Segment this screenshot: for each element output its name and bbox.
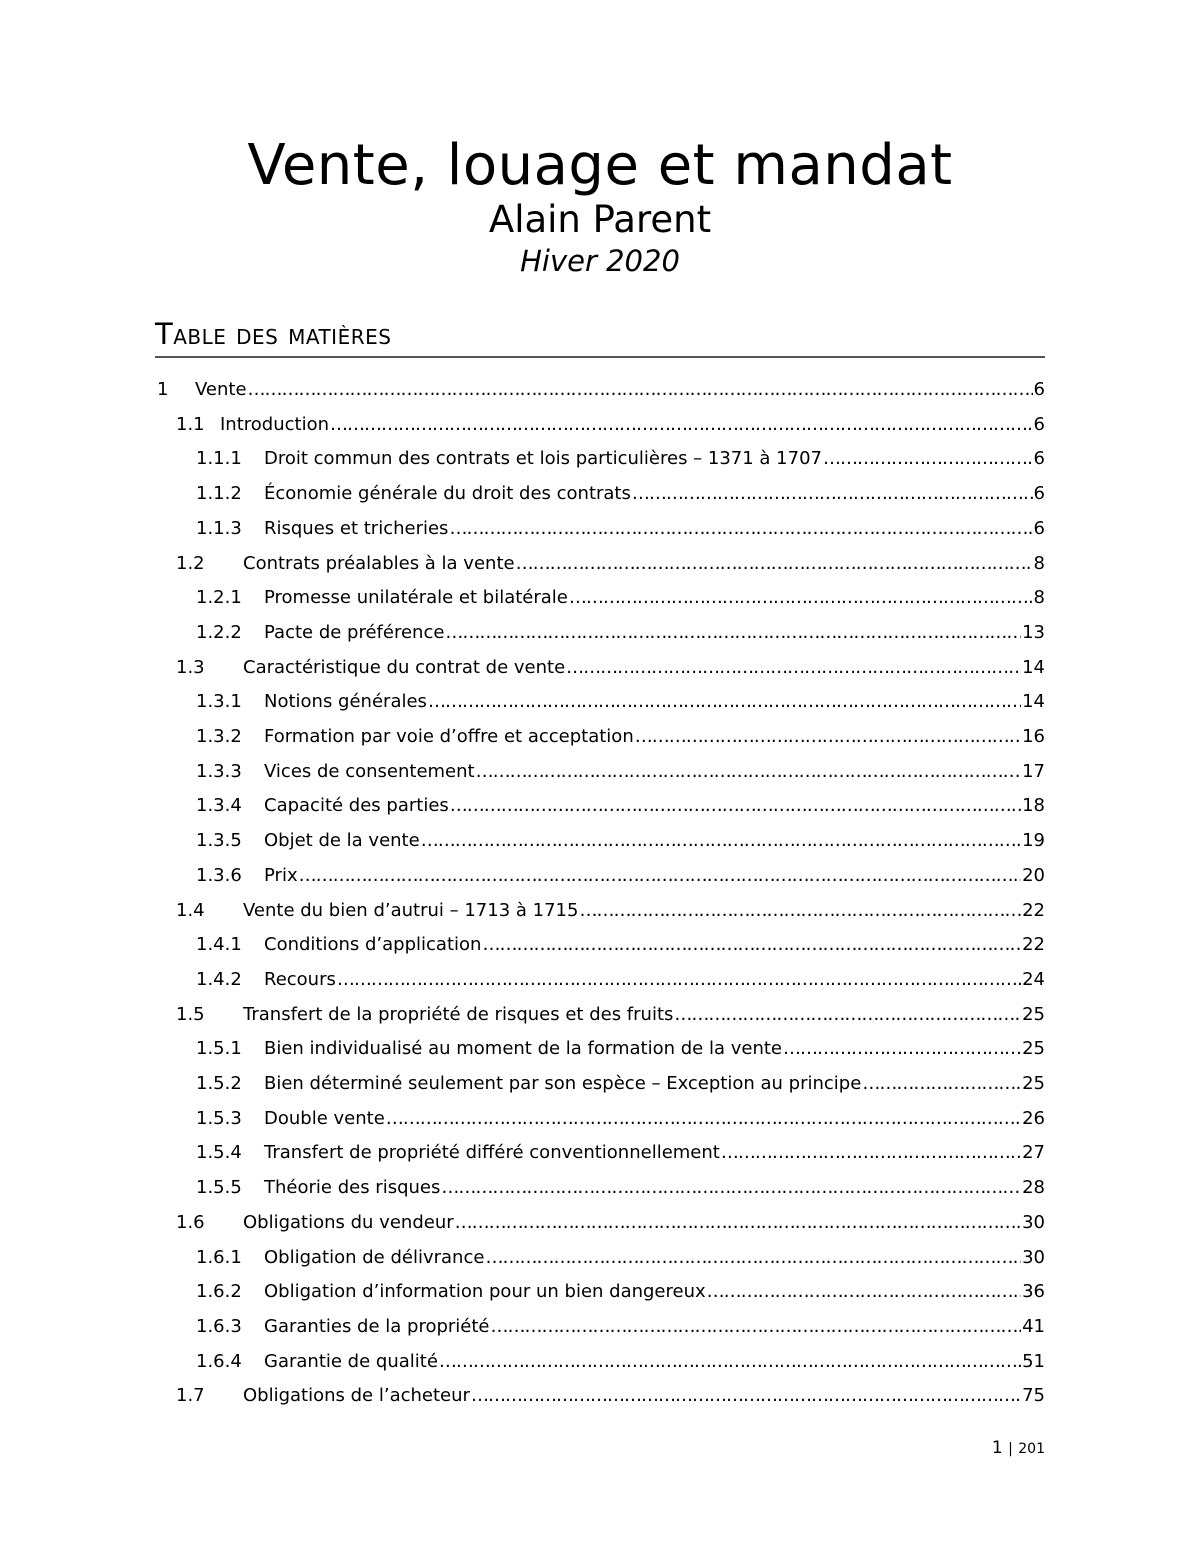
- toc-dot-leader: [485, 1241, 1021, 1275]
- toc-entry-number: 1.6.1: [196, 1247, 242, 1268]
- toc-entry-page: 6: [1033, 518, 1045, 539]
- toc-dot-leader: [471, 1379, 1021, 1413]
- document-author: Alain Parent: [488, 198, 712, 241]
- toc-entry-number: 1.6.4: [196, 1351, 242, 1372]
- toc-entry-page: 14: [1022, 657, 1045, 678]
- toc-entry[interactable]: [196, 720, 1045, 754]
- toc-entry-number: 1.3.5: [196, 830, 242, 851]
- page-number: 1: [991, 1438, 1003, 1458]
- toc-entry-page: 75: [1022, 1385, 1045, 1406]
- toc-entry-page: 6: [1033, 448, 1045, 469]
- toc-entry-label: Théorie des risques: [264, 1177, 441, 1198]
- toc-entry[interactable]: [196, 859, 1045, 893]
- toc-entry-number: 1.2.2: [196, 622, 242, 643]
- toc-dot-leader: [579, 894, 1021, 928]
- toc-entry-page: 16: [1022, 726, 1045, 747]
- toc-entry[interactable]: [196, 1136, 1045, 1170]
- toc-entry-label: Transfert de propriété différé conventionnellement: [264, 1142, 720, 1163]
- toc-entry-label: Garantie de qualité: [264, 1351, 438, 1372]
- toc-entry-number: 1.5.2: [196, 1073, 242, 1094]
- toc-entry-page: 17: [1022, 761, 1045, 782]
- toc-entry-page: 27: [1022, 1142, 1045, 1163]
- toc-dot-leader: [428, 685, 1021, 719]
- toc-entry[interactable]: [196, 581, 1045, 615]
- toc-entry-page: 28: [1022, 1177, 1045, 1198]
- toc-entry[interactable]: [196, 685, 1045, 719]
- toc-entry-number: 1.3.3: [196, 761, 242, 782]
- toc-entry[interactable]: [196, 755, 1045, 789]
- toc-entry[interactable]: [196, 1345, 1045, 1379]
- toc-entry[interactable]: [196, 1171, 1045, 1205]
- toc-dot-leader: [450, 789, 1021, 823]
- toc-entry-label: Notions générales: [264, 691, 427, 712]
- toc-entry-label: Obligation d’information pour un bien dangereux: [264, 1281, 706, 1302]
- toc-dot-leader: [337, 963, 1021, 997]
- toc-entry[interactable]: [196, 512, 1045, 546]
- toc-entry-page: 30: [1022, 1247, 1045, 1268]
- toc-entry-label: Vente du bien d’autrui – 1713 à 1715: [243, 900, 579, 921]
- toc-entry[interactable]: [196, 789, 1045, 823]
- toc-entry-label: Pacte de préférence: [264, 622, 445, 643]
- toc-entry[interactable]: [196, 616, 1045, 650]
- toc-entry-number: 1.2: [176, 553, 205, 574]
- toc-entry-page: 25: [1022, 1038, 1045, 1059]
- page-separator: |: [1008, 1441, 1013, 1457]
- toc-entry[interactable]: [157, 373, 1045, 407]
- toc-entry-number: 1.5.1: [196, 1038, 242, 1059]
- toc-entry-number: 1.4.1: [196, 934, 242, 955]
- toc-entry-label: Bien individualisé au moment de la formation de la vente: [264, 1038, 783, 1059]
- toc-entry[interactable]: [196, 1310, 1045, 1344]
- toc-dot-leader: [330, 408, 1033, 442]
- toc-entry-page: 41: [1022, 1316, 1045, 1337]
- toc-entry[interactable]: [176, 1379, 1045, 1413]
- toc-entry-number: 1.1.2: [196, 483, 242, 504]
- toc-entry-label: Objet de la vente: [264, 830, 420, 851]
- toc-entry[interactable]: [196, 928, 1045, 962]
- toc-entry-label: Contrats préalables à la vente: [243, 553, 515, 574]
- toc-entry-label: Droit commun des contrats et lois particulières – 1371 à 1707: [264, 448, 822, 469]
- toc-entry-page: 25: [1022, 1004, 1045, 1025]
- toc-dot-leader: [439, 1345, 1021, 1379]
- toc-dot-leader: [386, 1102, 1021, 1136]
- toc-entry-label: Vices de consentement: [264, 761, 475, 782]
- document-term: Hiver 2020: [520, 244, 680, 278]
- toc-entry-number: 1.4.2: [196, 969, 242, 990]
- toc-dot-leader: [482, 928, 1021, 962]
- toc-entry-number: 1.1.1: [196, 448, 242, 469]
- toc-entry[interactable]: [196, 1032, 1045, 1066]
- page-total: 201: [1018, 1441, 1045, 1457]
- toc-entry-number: 1.6.2: [196, 1281, 242, 1302]
- toc-dot-leader: [823, 442, 1033, 476]
- toc-entry-label: Double vente: [264, 1108, 385, 1129]
- toc-entry-label: Économie générale du droit des contrats: [264, 483, 631, 504]
- toc-dot-leader: [449, 512, 1032, 546]
- toc-dot-leader: [862, 1067, 1021, 1101]
- toc-entry-label: Garanties de la propriété: [264, 1316, 490, 1337]
- toc-entry-number: 1.3.1: [196, 691, 242, 712]
- toc-entry[interactable]: [176, 408, 1045, 442]
- toc-entry-page: 22: [1022, 900, 1045, 921]
- toc-dot-leader: [248, 373, 1033, 407]
- toc-dot-leader: [707, 1275, 1021, 1309]
- toc-entry-page: 13: [1022, 622, 1045, 643]
- toc-dot-leader: [783, 1032, 1021, 1066]
- toc-entry-number: 1.1: [176, 414, 205, 435]
- toc-entry-number: 1.4: [176, 900, 205, 921]
- toc-entry-label: Promesse unilatérale et bilatérale: [264, 587, 568, 608]
- toc-entry-page: 25: [1022, 1073, 1045, 1094]
- toc-entry-page: 36: [1022, 1281, 1045, 1302]
- toc-dot-leader: [516, 547, 1033, 581]
- toc-entry-page: 26: [1022, 1108, 1045, 1129]
- toc-entry[interactable]: [196, 442, 1045, 476]
- toc-entry-number: 1.6: [176, 1212, 205, 1233]
- toc-dot-leader: [299, 859, 1022, 893]
- toc-entry-page: 51: [1022, 1351, 1045, 1372]
- toc-entry-page: 30: [1022, 1212, 1045, 1233]
- toc-dot-leader: [491, 1310, 1022, 1344]
- toc-entry-label: Prix: [264, 865, 298, 886]
- toc-dot-leader: [569, 581, 1033, 615]
- toc-entry[interactable]: [196, 963, 1045, 997]
- toc-entry-label: Bien déterminé seulement par son espèce – Exception au principe: [264, 1073, 862, 1094]
- toc-entry[interactable]: [196, 1275, 1045, 1309]
- toc-entry-label: Obligations de l’acheteur: [243, 1385, 470, 1406]
- toc-entry-label: Transfert de la propriété de risques et des fruits: [243, 1004, 674, 1025]
- toc-entry[interactable]: [196, 1102, 1045, 1136]
- toc-entry-page: 24: [1022, 969, 1045, 990]
- toc-entry-number: 1.3.4: [196, 795, 242, 816]
- toc-entry-page: 20: [1022, 865, 1045, 886]
- toc-dot-leader: [566, 651, 1021, 685]
- toc-entry-label: Capacité des parties: [264, 795, 449, 816]
- toc-entry[interactable]: [196, 1067, 1045, 1101]
- document-title: Vente, louage et mandat: [247, 133, 953, 198]
- toc-entry-page: 6: [1033, 414, 1045, 435]
- toc-dot-leader: [635, 720, 1021, 754]
- toc-entry[interactable]: [176, 894, 1045, 928]
- toc-entry-number: 1.5.4: [196, 1142, 242, 1163]
- toc-entry-label: Introduction: [220, 414, 330, 435]
- toc-dot-leader: [476, 755, 1021, 789]
- toc-entry[interactable]: [196, 477, 1045, 511]
- toc-entry-label: Recours: [264, 969, 336, 990]
- toc-heading: Table des matières: [155, 317, 392, 351]
- toc-entry-page: 6: [1033, 379, 1045, 400]
- toc-entry-number: 1.3.2: [196, 726, 242, 747]
- toc-heading-rule: [155, 356, 1045, 358]
- toc-entry-number: 1.1.3: [196, 518, 242, 539]
- toc-entry[interactable]: [176, 547, 1045, 581]
- toc-entry-number: 1: [157, 379, 169, 400]
- toc-entry-number: 1.5.5: [196, 1177, 242, 1198]
- toc-entry-number: 1.2.1: [196, 587, 242, 608]
- toc-entry-number: 1.5: [176, 1004, 205, 1025]
- page-footer: [992, 1436, 1045, 1461]
- toc-entry-number: 1.3.6: [196, 865, 242, 886]
- toc-entry-number: 1.7: [176, 1385, 205, 1406]
- toc-entry[interactable]: [176, 998, 1045, 1032]
- toc-entry-label: Formation par voie d’offre et acceptation: [264, 726, 634, 747]
- toc-dot-leader: [721, 1136, 1021, 1170]
- toc-entry[interactable]: [176, 1206, 1045, 1240]
- toc-entry-number: 1.5.3: [196, 1108, 242, 1129]
- toc-entry-number: 1.6.3: [196, 1316, 242, 1337]
- toc-dot-leader: [441, 1171, 1021, 1205]
- toc-dot-leader: [421, 824, 1021, 858]
- toc-entry[interactable]: [196, 824, 1045, 858]
- toc-dot-leader: [455, 1206, 1021, 1240]
- toc-entry[interactable]: [196, 1241, 1045, 1275]
- toc-dot-leader: [632, 477, 1033, 511]
- toc-entry-number: 1.3: [176, 657, 205, 678]
- toc-entry-page: 18: [1022, 795, 1045, 816]
- toc-entry-page: 8: [1033, 553, 1045, 574]
- toc-entry-label: Risques et tricheries: [264, 518, 449, 539]
- toc-dot-leader: [445, 616, 1021, 650]
- toc-entry-label: Vente: [195, 379, 247, 400]
- toc-entry-page: 6: [1033, 483, 1045, 504]
- toc-entry-page: 8: [1033, 587, 1045, 608]
- toc-entry-page: 19: [1022, 830, 1045, 851]
- toc-entry-label: Obligations du vendeur: [243, 1212, 454, 1233]
- toc-entry-page: 14: [1022, 691, 1045, 712]
- toc-entry-label: Obligation de délivrance: [264, 1247, 485, 1268]
- toc-entry-label: Caractéristique du contrat de vente: [243, 657, 566, 678]
- toc-dot-leader: [674, 998, 1021, 1032]
- toc-entry-label: Conditions d’application: [264, 934, 482, 955]
- toc-entry-page: 22: [1022, 934, 1045, 955]
- toc-entry[interactable]: [176, 651, 1045, 685]
